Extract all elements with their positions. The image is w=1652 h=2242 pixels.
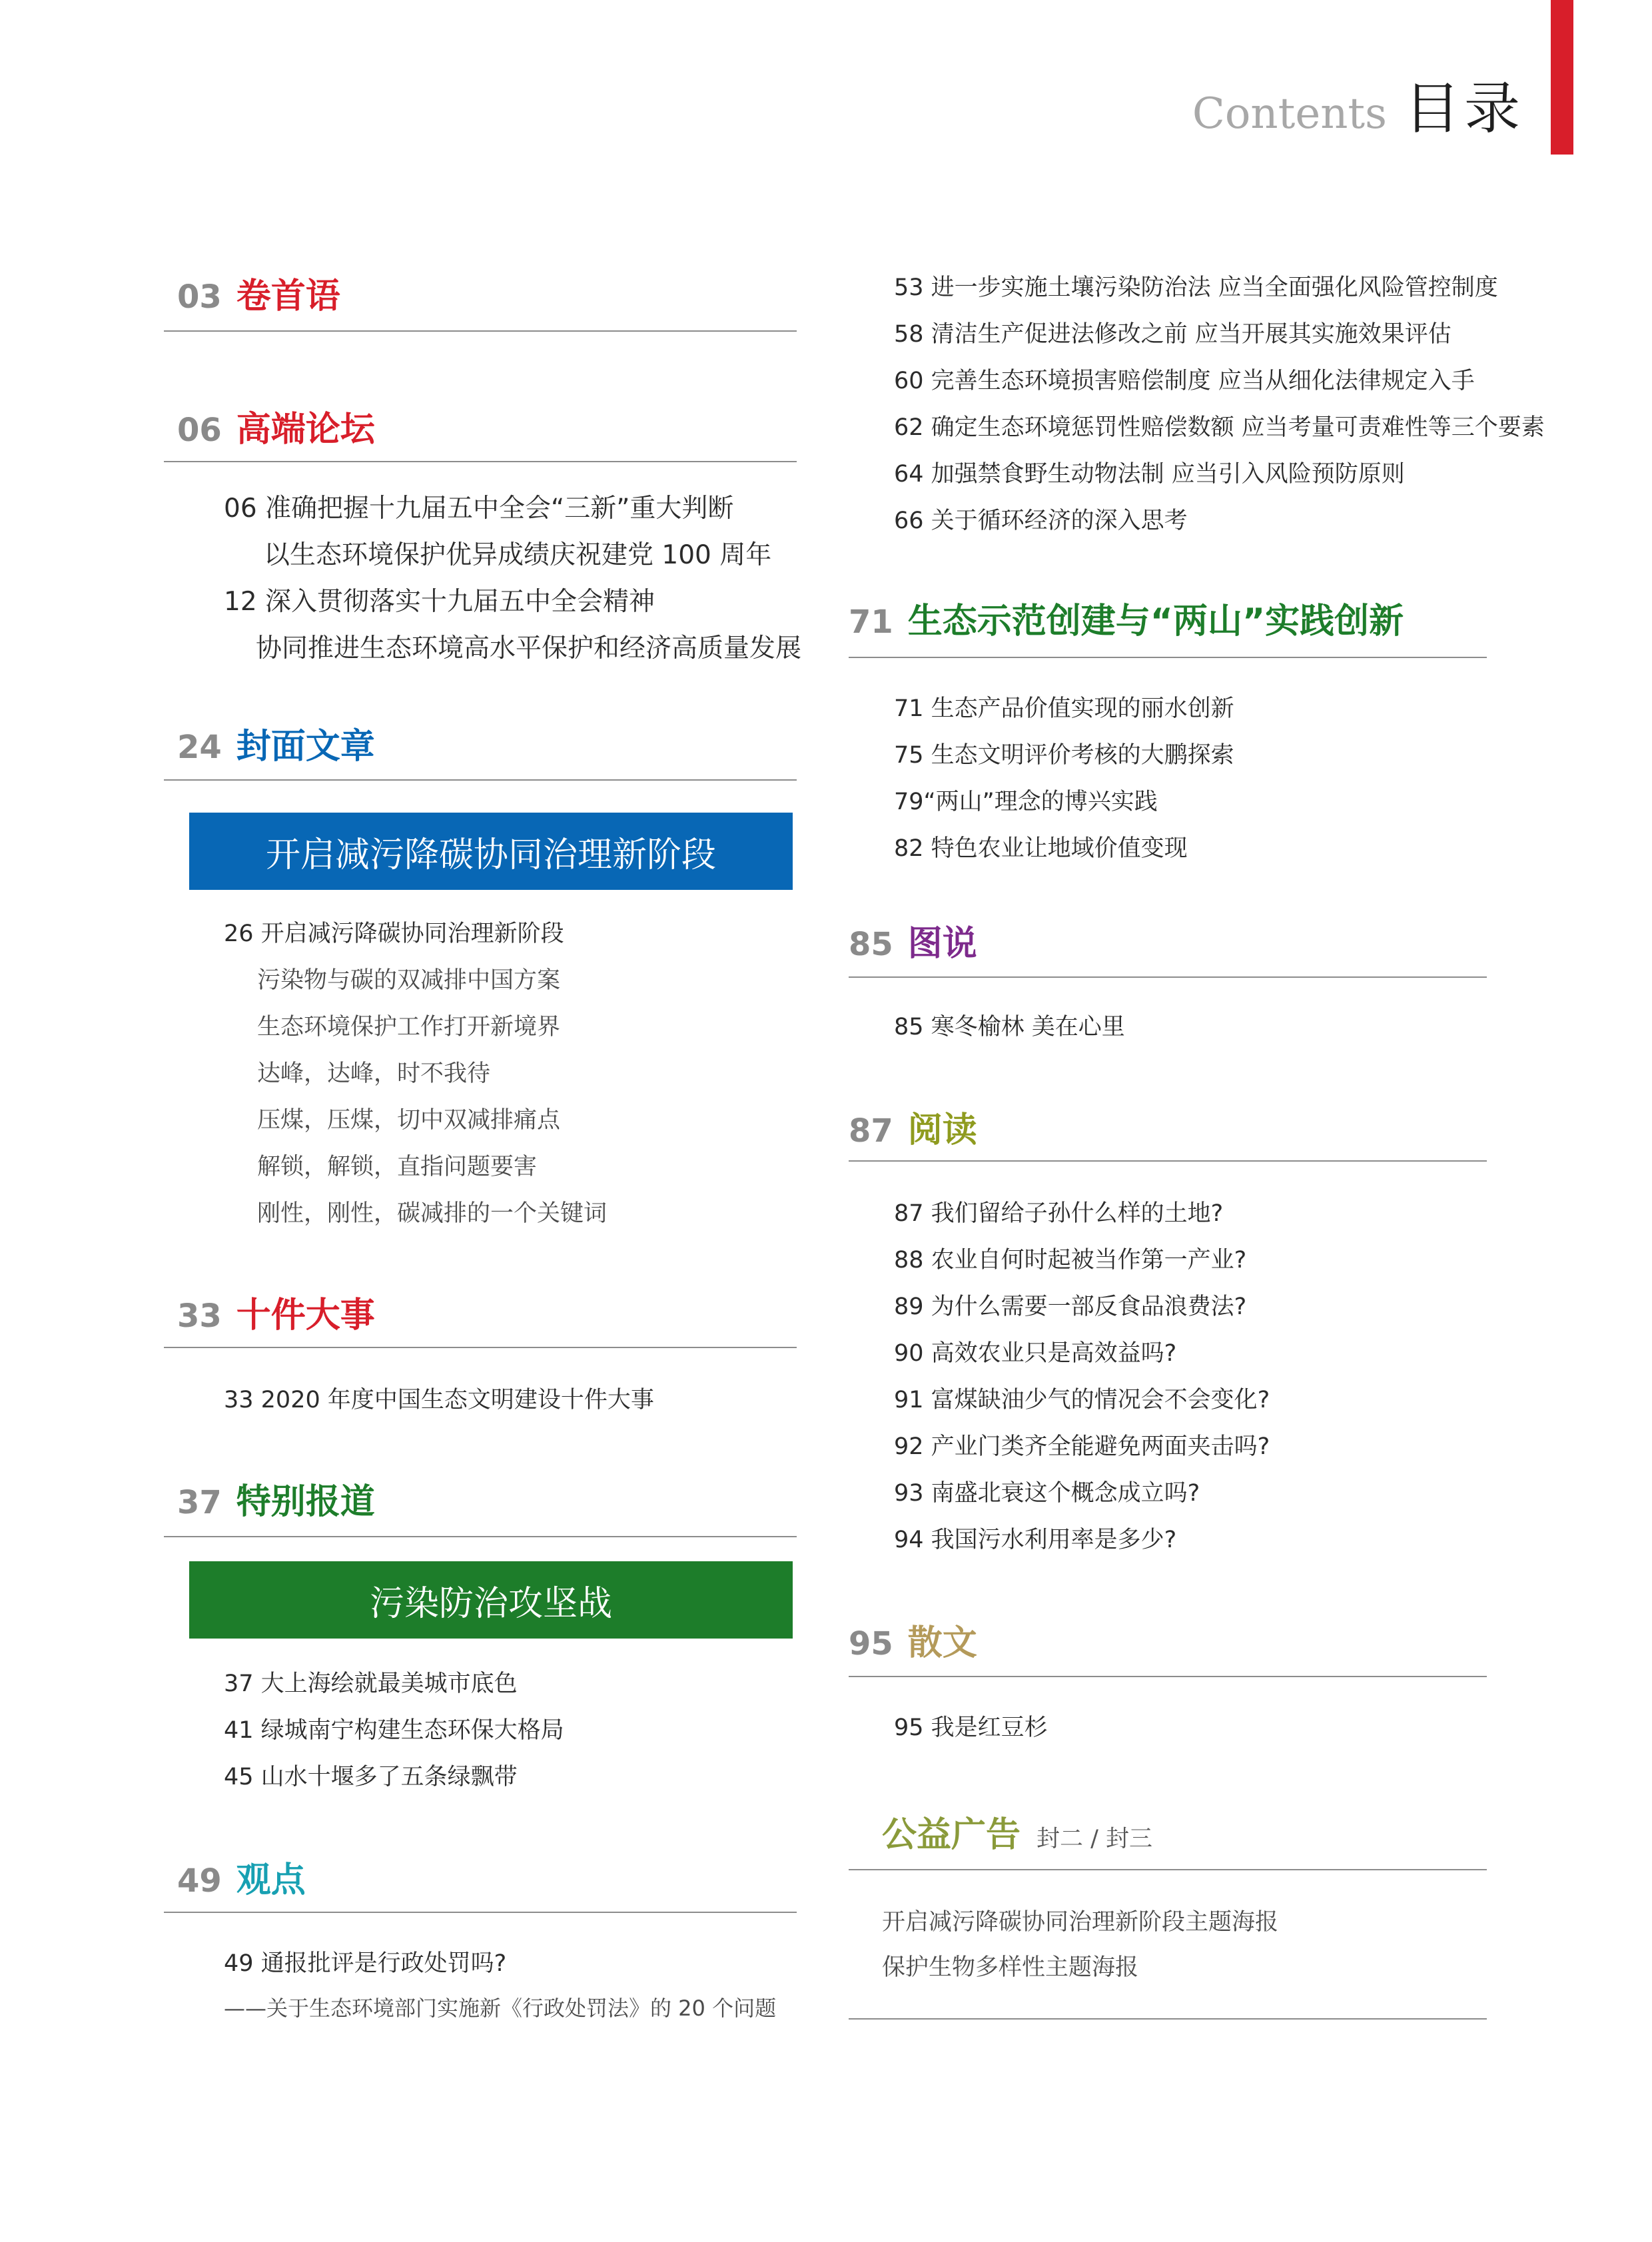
section-number: 49 [177, 1862, 222, 1900]
toc-subentry[interactable]: 达峰，达峰，时不我待 [257, 1060, 491, 1087]
toc-subentry[interactable]: 解锁，解锁，直指问题要害 [257, 1154, 538, 1180]
toc-entry[interactable]: 95 我是红豆杉 [894, 1714, 1048, 1741]
toc-entry[interactable]: 71 生态产品价值实现的丽水创新 [894, 695, 1234, 722]
section-number: 71 [849, 603, 893, 641]
section-viewpoint[interactable] [177, 1852, 306, 1902]
toc-subentry[interactable]: 污染物与碳的双减排中国方案 [257, 967, 561, 994]
toc-entry[interactable]: 60 完善生态环境损害赔偿制度 应当从细化法律规定入手 [894, 368, 1475, 394]
section-number: 37 [177, 1484, 222, 1521]
divider [164, 330, 797, 332]
section-number: 95 [849, 1625, 893, 1663]
divider [164, 1536, 797, 1537]
toc-entry[interactable]: 90 高效农业只是高效益吗? [894, 1340, 1177, 1367]
section-title: 十件大事 [236, 1296, 375, 1335]
toc-entry[interactable]: 82 特色农业让地域价值变现 [894, 835, 1188, 862]
toc-entry[interactable]: 93 南盛北衰这个概念成立吗? [894, 1480, 1200, 1507]
toc-entry[interactable]: 91 富煤缺油少气的情况会不会变化? [894, 1387, 1270, 1413]
section-number: 03 [177, 278, 222, 316]
divider [849, 2018, 1487, 2020]
section-reading[interactable] [849, 1102, 977, 1152]
toc-subentry[interactable]: 压煤，压煤，切中双减排痛点 [257, 1107, 561, 1134]
toc-subtitle[interactable]: ——关于生态环境部门实施新《行政处罚法》的 20 个问题 [224, 1996, 777, 2021]
section-title: 卷首语 [236, 276, 340, 316]
section-number: 85 [849, 926, 893, 963]
section-number: 06 [177, 412, 222, 449]
divider [164, 1912, 797, 1913]
section-picture-talk[interactable] [849, 915, 977, 965]
toc-entry-continuation[interactable]: 协同推进生态环境高水平保护和经济高质量发展 [256, 633, 802, 663]
page-header [1192, 64, 1524, 145]
special-report-banner[interactable]: 污染防治攻坚战 [189, 1561, 793, 1639]
divider [849, 1160, 1487, 1162]
toc-entry[interactable]: 64 加强禁食野生动物法制 应当引入风险预防原则 [894, 461, 1405, 488]
toc-entry[interactable]: 06 准确把握十九届五中全会“三新”重大判断 [224, 494, 734, 524]
section-title: 图说 [907, 924, 977, 964]
divider [849, 1869, 1487, 1870]
toc-entry[interactable]: 26 开启减污降碳协同治理新阶段 [224, 921, 564, 947]
toc-entry[interactable]: 33 2020 年度中国生态文明建设十件大事 [224, 1387, 654, 1413]
red-edge-bar [1551, 0, 1573, 155]
toc-entry[interactable]: 75 生态文明评价考核的大鹏探索 [894, 742, 1234, 769]
divider [164, 1347, 797, 1348]
cover-story-banner[interactable]: 开启减污降碳协同治理新阶段 [189, 813, 793, 890]
toc-entry[interactable]: 45 山水十堰多了五条绿飘带 [224, 1764, 518, 1790]
toc-entry[interactable]: 89 为什么需要一部反食品浪费法? [894, 1294, 1247, 1320]
ad-location-label: 封二 / 封三 [1036, 1826, 1153, 1852]
toc-entry-continuation[interactable]: 以生态环境保护优异成绩庆祝建党 100 周年 [264, 540, 772, 570]
toc-entry[interactable]: 37 大上海绘就最美城市底色 [224, 1671, 518, 1697]
section-title: 封面文章 [236, 727, 375, 767]
section-forum[interactable] [177, 401, 375, 451]
section-top-ten[interactable] [177, 1287, 375, 1337]
toc-entry[interactable]: 49 通报批评是行政处罚吗? [224, 1950, 507, 1977]
section-eco-demo[interactable] [849, 593, 1404, 643]
divider [164, 461, 797, 462]
toc-entry[interactable]: 开启减污降碳协同治理新阶段主题海报 [882, 1909, 1279, 1936]
toc-entry[interactable]: 12 深入贯彻落实十九届五中全会精神 [224, 587, 655, 617]
toc-entry[interactable]: 41 绿城南宁构建生态环保大格局 [224, 1717, 564, 1744]
section-title: 高端论坛 [236, 410, 375, 450]
section-cover-story[interactable] [177, 718, 375, 768]
section-number: 33 [177, 1298, 222, 1335]
toc-entry[interactable]: 66 关于循环经济的深入思考 [894, 508, 1188, 534]
toc-entry[interactable]: 79“两山”理念的博兴实践 [894, 789, 1158, 815]
section-title: 散文 [907, 1623, 977, 1663]
toc-entry[interactable]: 85 寒冬榆林 美在心里 [894, 1014, 1125, 1040]
section-title: 特别报道 [236, 1482, 375, 1522]
section-number: 87 [849, 1112, 893, 1150]
section-prose[interactable] [849, 1615, 977, 1665]
section-title: 生态示范创建与“两山”实践创新 [907, 601, 1404, 641]
section-title: 观点 [236, 1860, 306, 1900]
toc-entry[interactable]: 保护生物多样性主题海报 [882, 1954, 1139, 1981]
contents-title-cn: 目录 [1404, 76, 1524, 141]
section-title: 公益广告 [882, 1815, 1021, 1855]
section-special-report[interactable] [177, 1473, 375, 1523]
divider [164, 779, 797, 781]
toc-subentry[interactable]: 生态环境保护工作打开新境界 [257, 1014, 561, 1040]
section-number: 24 [177, 729, 222, 766]
divider [849, 657, 1487, 658]
toc-entry[interactable]: 53 进一步实施土壤污染防治法 应当全面强化风险管控制度 [894, 274, 1498, 301]
section-public-ads[interactable] [882, 1806, 1152, 1856]
section-preface[interactable] [177, 268, 340, 318]
toc-entry[interactable]: 94 我国污水利用率是多少? [894, 1527, 1177, 1553]
toc-subentry[interactable]: 刚性，刚性，碳减排的一个关键词 [257, 1200, 608, 1227]
toc-entry[interactable]: 92 产业门类齐全能避免两面夹击吗? [894, 1433, 1270, 1460]
section-title: 阅读 [907, 1110, 977, 1150]
divider [849, 1676, 1487, 1677]
contents-title-en: Contents [1192, 89, 1387, 139]
toc-entry[interactable]: 88 农业自何时起被当作第一产业? [894, 1247, 1247, 1274]
divider [849, 976, 1487, 978]
toc-entry[interactable]: 87 我们留给子孙什么样的土地? [894, 1200, 1224, 1227]
toc-entry[interactable]: 62 确定生态环境惩罚性赔偿数额 应当考量可责难性等三个要素 [894, 414, 1545, 441]
toc-entry[interactable]: 58 清洁生产促进法修改之前 应当开展其实施效果评估 [894, 321, 1451, 348]
